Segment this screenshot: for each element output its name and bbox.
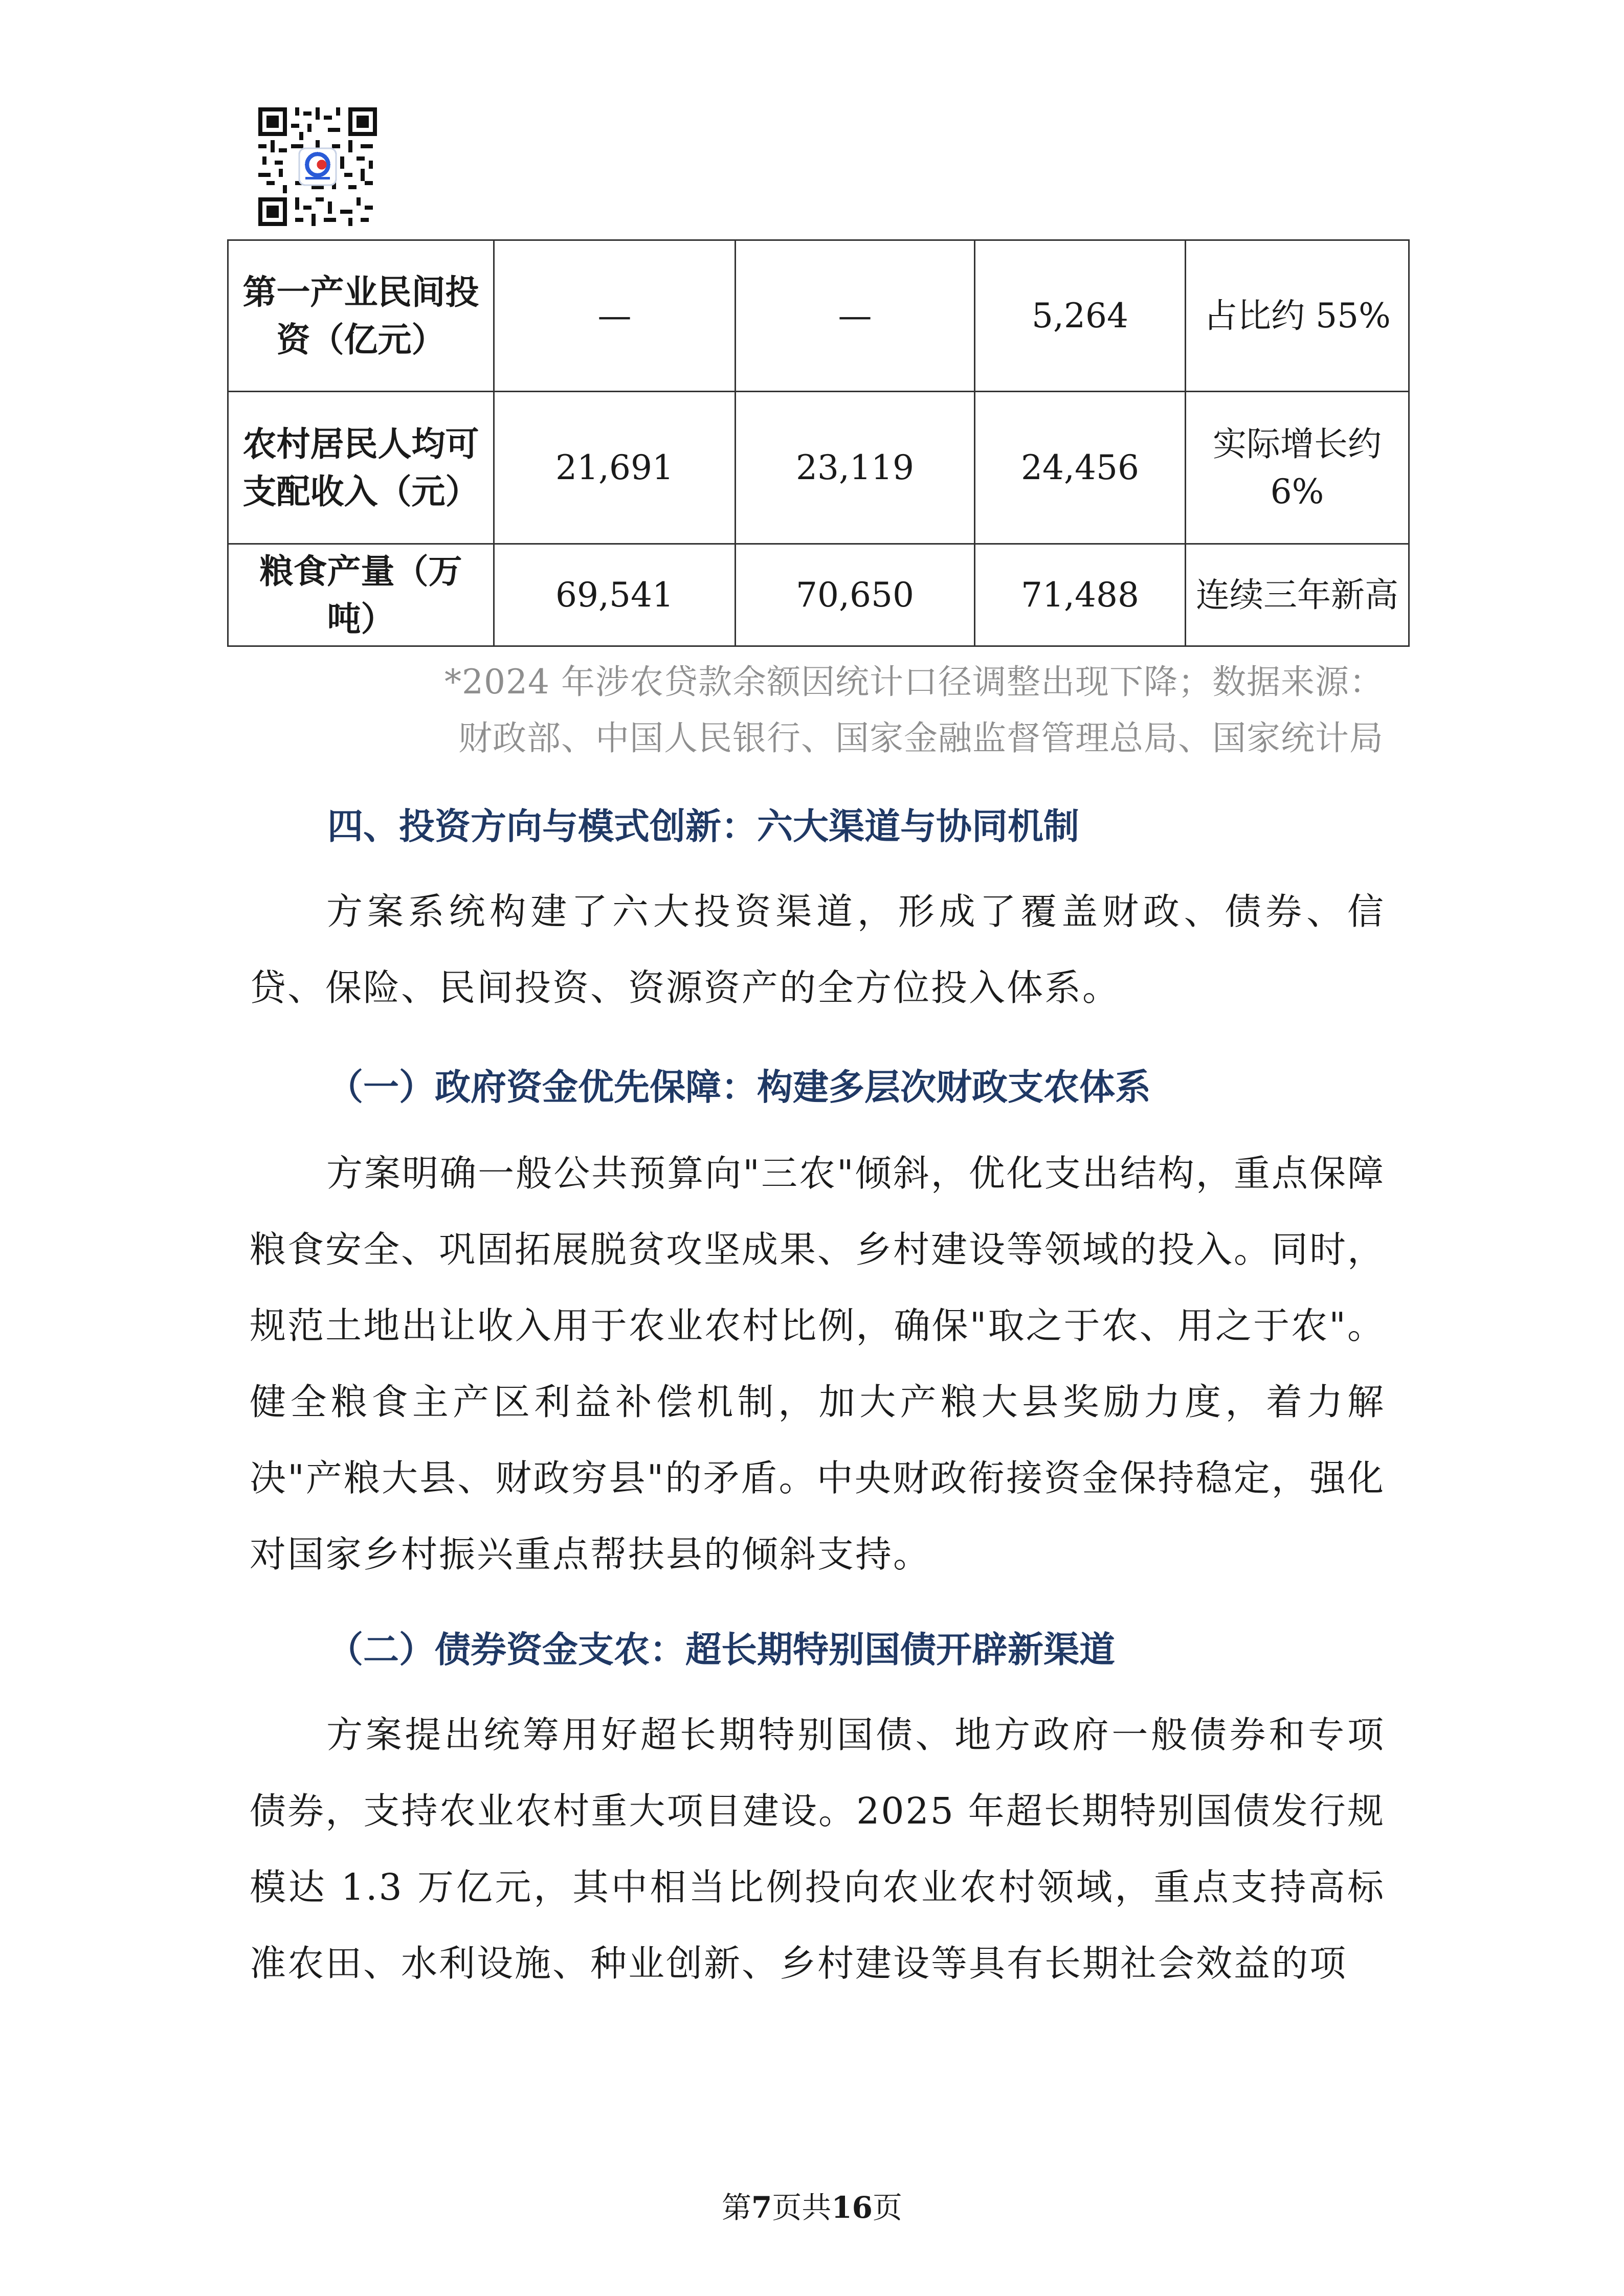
statistics-table xyxy=(227,239,1410,647)
table-cell-note: 连续三年新高 xyxy=(1186,544,1409,646)
page-footer xyxy=(0,2184,1624,2226)
table-row xyxy=(228,240,1409,392)
row-label: 第一产业民间投资（亿元） xyxy=(228,240,494,392)
table-cell: 69,541 xyxy=(494,544,736,646)
table-cell-note: 占比约 55% xyxy=(1186,240,1409,392)
row-label: 粮食产量（万吨） xyxy=(228,544,494,646)
table-cell: 71,488 xyxy=(975,544,1186,646)
qr-code-icon xyxy=(258,107,377,226)
row-label: 农村居民人均可支配收入（元） xyxy=(228,392,494,544)
subsection-heading: （二）债券资金支农：超长期特别国债开辟新渠道 xyxy=(327,1628,1115,1671)
section-heading: 四、投资方向与模式创新：六大渠道与协同机制 xyxy=(327,805,1079,847)
table-cell: 21,691 xyxy=(494,392,736,544)
subsection-heading: （一）政府资金优先保障：构建多层次财政支农体系 xyxy=(327,1066,1151,1108)
paragraph: 方案提出统筹用好超长期特别国债、地方政府一般债券和专项债券，支持农业农村重大项目建设。2025 年超长期特别国债发行规模达 1.3 万亿元，其中相当比例投向农业农村领域，重点支持高标准农田、水利设施、种业创新、乡村建设等具有长期社会效益的项 xyxy=(250,1714,1385,1985)
table-row xyxy=(228,392,1409,544)
table-footnote: *2024 年涉农贷款余额因统计口径调整出现下降；数据来源： xyxy=(444,662,1384,702)
table-row xyxy=(228,544,1409,646)
paragraph: 方案系统构建了六大投资渠道，形成了覆盖财政、债券、信贷、保险、民间投资、资源资产的全方位投入体系。 xyxy=(250,890,1385,1009)
table-cell: 70,650 xyxy=(736,544,975,646)
table-cell: 24,456 xyxy=(975,392,1186,544)
paragraph: 方案明确一般公共预算向"三农"倾斜，优化支出结构，重点保障粮食安全、巩固拓展脱贫攻坚成果、乡村建设等领域的投入。同时，规范土地出让收入用于农业农村比例，确保"取之于农、用之于农"。健全粮食主产区利益补偿机制，加大产粮大县奖励力度，着力解决"产粮大县、财政穷县"的矛盾。中央财政衔接资金保持稳定，强化对国家乡村振兴重点帮扶县的倾斜支持。 xyxy=(250,1152,1386,1575)
table-cell: — xyxy=(494,240,736,392)
total-page-count: 16 xyxy=(831,2190,873,2225)
footer-prefix: 第 xyxy=(721,2190,751,2225)
current-page-number: 7 xyxy=(751,2190,772,2225)
table-cell: 23,119 xyxy=(736,392,975,544)
table-cell-note: 实际增长约 6% xyxy=(1186,392,1409,544)
table-cell: — xyxy=(736,240,975,392)
table-cell: 5,264 xyxy=(975,240,1186,392)
footer-middle: 页共 xyxy=(772,2190,832,2225)
table-footnote: 财政部、中国人民银行、国家金融监督管理总局、国家统计局 xyxy=(458,718,1384,758)
footer-suffix: 页 xyxy=(873,2190,903,2225)
